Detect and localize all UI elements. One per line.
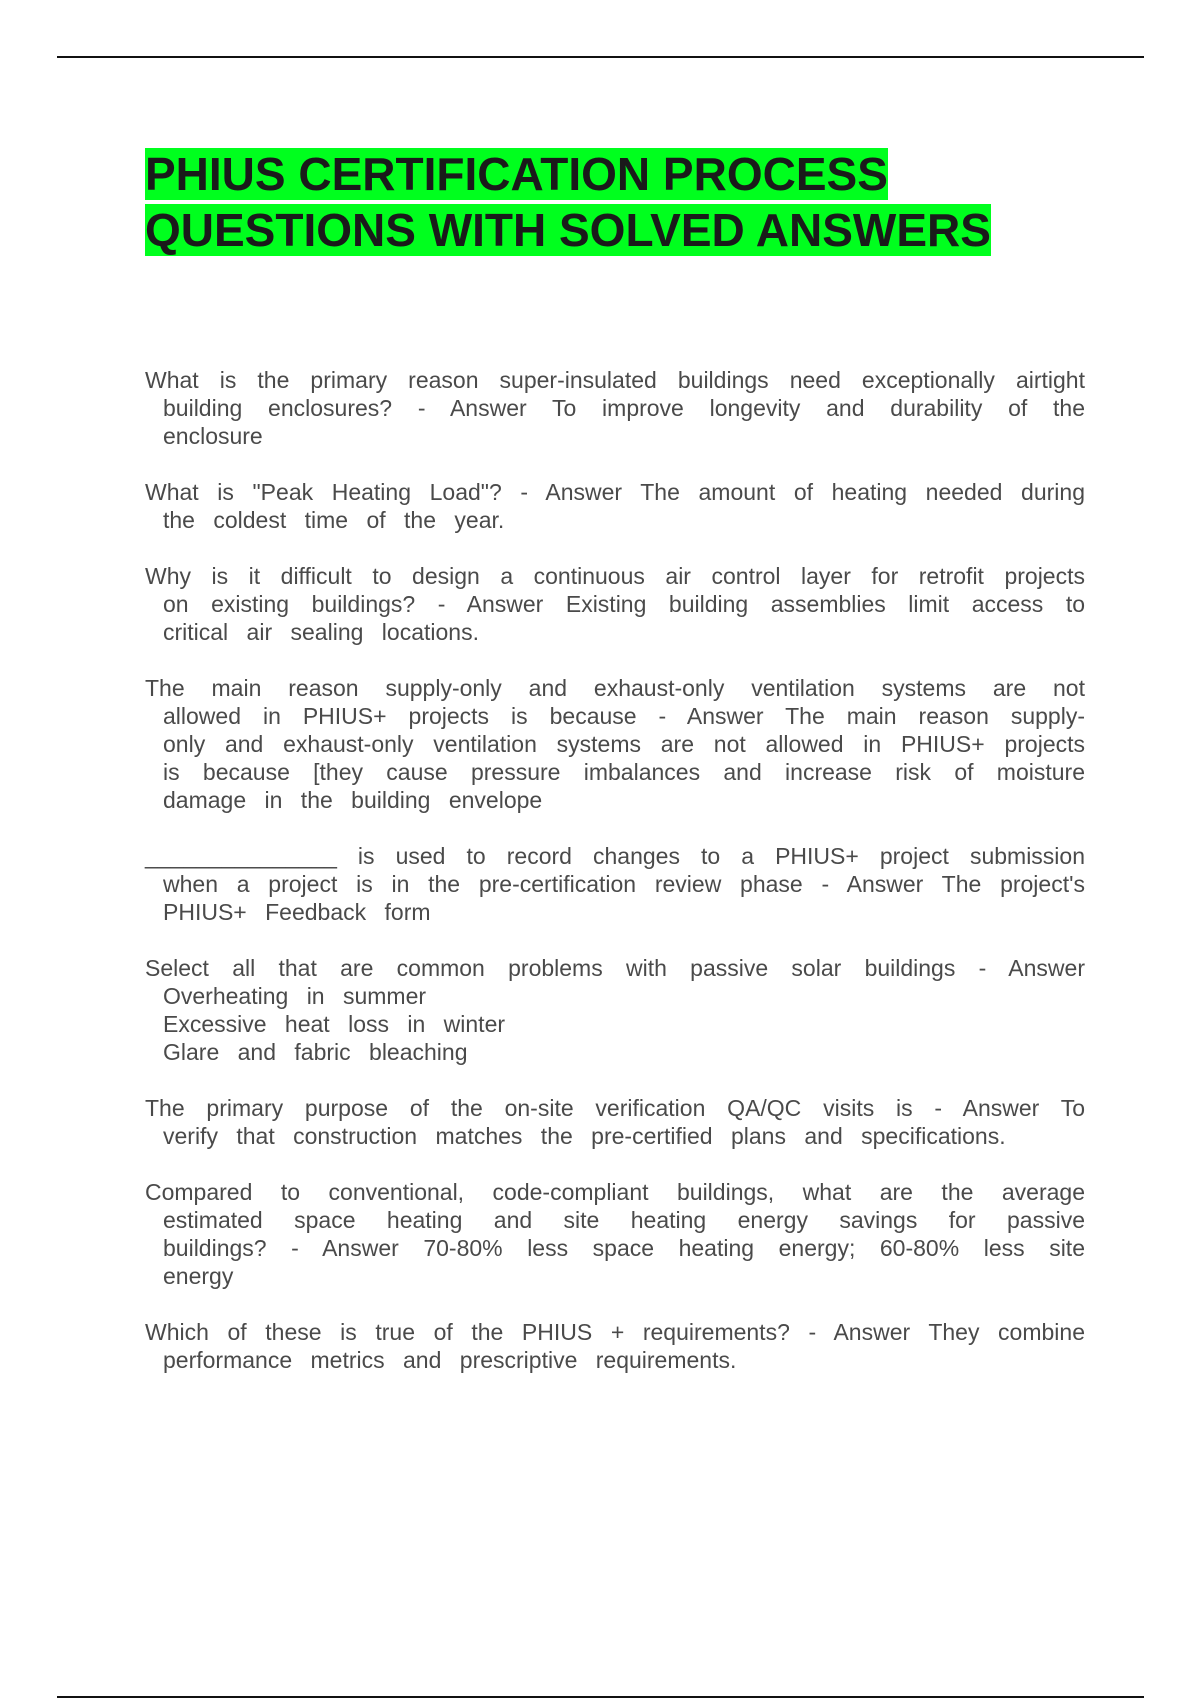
top-rule	[57, 56, 1144, 58]
qa-item: What is the primary reason super-insulated buildings need exceptionally airtight building enclosures? - Answer To improve longevity and durability of the enclosure	[145, 367, 1085, 449]
title-line-2: QUESTIONS WITH SOLVED ANSWERS	[145, 204, 991, 256]
bottom-rule	[57, 1696, 1144, 1698]
qa-item: Which of these is true of the PHIUS + requirements? - Answer They combine performance metrics and prescriptive requirements.	[145, 1319, 1085, 1373]
qa-item: Compared to conventional, code-compliant buildings, what are the average estimated space heating and site heating energy savings for passive buildings? - Answer 70-80% less space heating energy; 60-80% less site energy	[145, 1179, 1085, 1289]
qa-item: The primary purpose of the on-site verification QA/QC visits is - Answer To verify that construction matches the pre-certified plans and specifications.	[145, 1095, 1085, 1149]
qa-list	[145, 366, 1085, 1402]
qa-item: What is "Peak Heating Load"? - Answer The amount of heating needed during the coldest time of the year.	[145, 479, 1085, 533]
qa-item: Select all that are common problems with passive solar buildings - Answer Overheating in summer Excessive heat loss in winter Glare and fabric bleaching	[145, 955, 1085, 1065]
qa-item: _______________ is used to record changes to a PHIUS+ project submission when a project is in the pre-certification review phase - Answer The project's PHIUS+ Feedback form	[145, 843, 1085, 925]
document-title	[145, 146, 1145, 258]
qa-item: The main reason supply-only and exhaust-only ventilation systems are not allowed in PHIUS+ projects is because - Answer The main reason supply-only and exhaust-only ventilation systems are not allowed in PHIUS+ projects is because [they cause pressure imbalances and increase risk of moisture damage in the building envelope	[145, 675, 1085, 813]
qa-item: Why is it difficult to design a continuous air control layer for retrofit projects on existing buildings? - Answer Existing building assemblies limit access to critical air sealing locations.	[145, 563, 1085, 645]
title-line-1: PHIUS CERTIFICATION PROCESS	[145, 148, 888, 200]
